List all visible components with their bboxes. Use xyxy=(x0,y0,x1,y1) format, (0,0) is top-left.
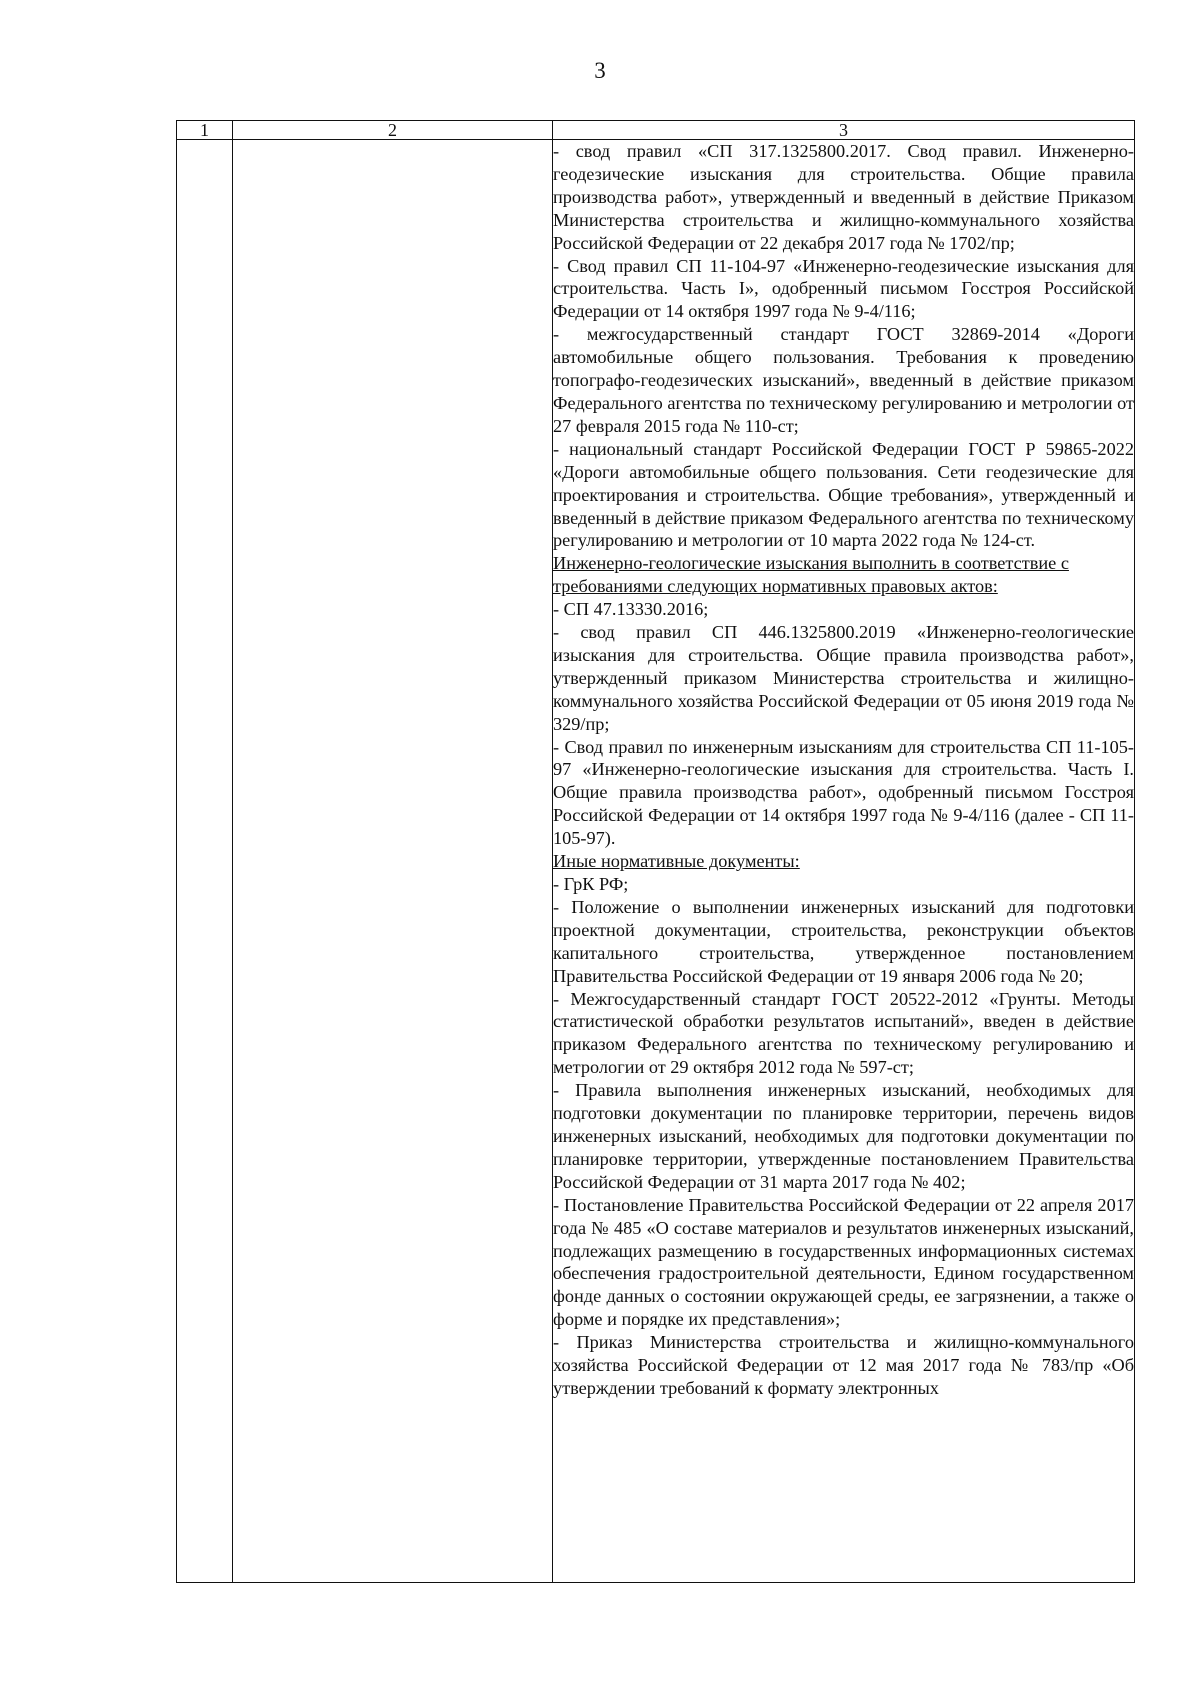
paragraph: - свод правил «СП 317.1325800.2017. Свод правил. Инженерно-геодезические изыскания для строительства. Общие правила производства работ», утвержденный и введенный в действие Приказом Министерства строительства и жилищно-коммунального хозяйства Российской Федерации от 22 декабря 2017 года № 1702/пр; xyxy=(553,141,1134,253)
paragraph: - ГрК РФ; xyxy=(553,874,629,894)
paragraph: - свод правил СП 446.1325800.2019 «Инженерно-геологические изыскания для строительства. Общие правила производства работ», утвержденный приказом Министерства строительства и жилищно-коммунального хозяйства Российской Федерации от 05 июня 2019 года № 329/пр; xyxy=(553,622,1134,734)
paragraph: - национальный стандарт Российской Федерации ГОСТ Р 59865-2022 «Дороги автомобильные общего пользования. Сети геодезические для проектирования и строительства. Общие требования», утвержденный и введенный в действие приказом Федерального агентства по техническому регулированию и метрологии от 10 марта 2022 года № 124-ст. xyxy=(553,438,1134,551)
section-heading-geological: Инженерно-геологические изыскания выполнить в соответствие с требованиями следующих нормативных правовых актов: xyxy=(553,553,1069,597)
paragraph: - Свод правил по инженерным изысканиям для строительства СП 11-105-97 «Инженерно-геологические изыскания для строительства. Часть I. Общие правила производства работ», одобренный письмом Госстроя Российской Федерации от 14 октября 1997 года № 9-4/116 (далее - СП 11-105-97). xyxy=(553,736,1134,849)
table-row xyxy=(177,140,1135,1583)
page-number: 3 xyxy=(594,58,606,83)
document-table xyxy=(176,120,1135,1583)
section-heading-other-documents: Иные нормативные документы: xyxy=(553,851,800,872)
header-col-2: 2 xyxy=(233,121,553,140)
paragraph: - Правила выполнения инженерных изысканий, необходимых для подготовки документации по планировке территории, перечень видов инженерных изысканий, необходимых для подготовки документации по планировке территории, утвержденные постановлением Правительства Российской Федерации от 31 марта 2017 года № 402; xyxy=(553,1080,1134,1192)
paragraph: - межгосударственный стандарт ГОСТ 32869-2014 «Дороги автомобильные общего пользования. Требования к проведению топографо-геодезических изысканий», введенный в действие приказом Федерального агентства по техническому регулированию и метрологии от 27 февраля 2015 года № 110-ст; xyxy=(553,324,1134,436)
header-col-1: 1 xyxy=(177,121,233,140)
cell-col-2 xyxy=(233,140,553,1583)
paragraph: - Постановление Правительства Российской Федерации от 22 апреля 2017 года № 485 «О составе материалов и результатов инженерных изысканий, подлежащих размещению в государственных информационных системах обеспечения градостроительной деятельности, Едином государственном фонде данных о состоянии окружающей среды, ее загрязнении, а также о форме и порядке их представления»; xyxy=(553,1194,1134,1330)
paragraph: - Межгосударственный стандарт ГОСТ 20522-2012 «Грунты. Методы статистической обработки результатов испытаний», введен в действие приказом Федерального агентства по техническому регулированию и метрологии от 29 октября 2012 года № 597-ст; xyxy=(553,988,1134,1078)
cell-col-1 xyxy=(177,140,233,1583)
paragraph: - СП 47.13330.2016; xyxy=(553,599,709,620)
paragraph: - Положение о выполнении инженерных изысканий для подготовки проектной документации, строительства, реконструкции объектов капитального строительства, утвержденное постановлением Правительства Российской Федерации от 19 января 2006 года № 20; xyxy=(553,896,1134,986)
table-header-row xyxy=(177,121,1135,140)
paragraph: - Свод правил СП 11-104-97 «Инженерно-геодезические изыскания для строительства. Часть I», одобренный письмом Госстроя Российской Федерации от 14 октября 1997 года № 9-4/116; xyxy=(553,255,1134,322)
cell-col-3 xyxy=(553,140,1135,1583)
paragraph: - Приказ Министерства строительства и жилищно-коммунального хозяйства Российской Федерации от 12 мая 2017 года № 783/пр «Об утверждении требований к формату электронных xyxy=(553,1332,1134,1398)
header-col-3: 3 xyxy=(553,121,1135,140)
